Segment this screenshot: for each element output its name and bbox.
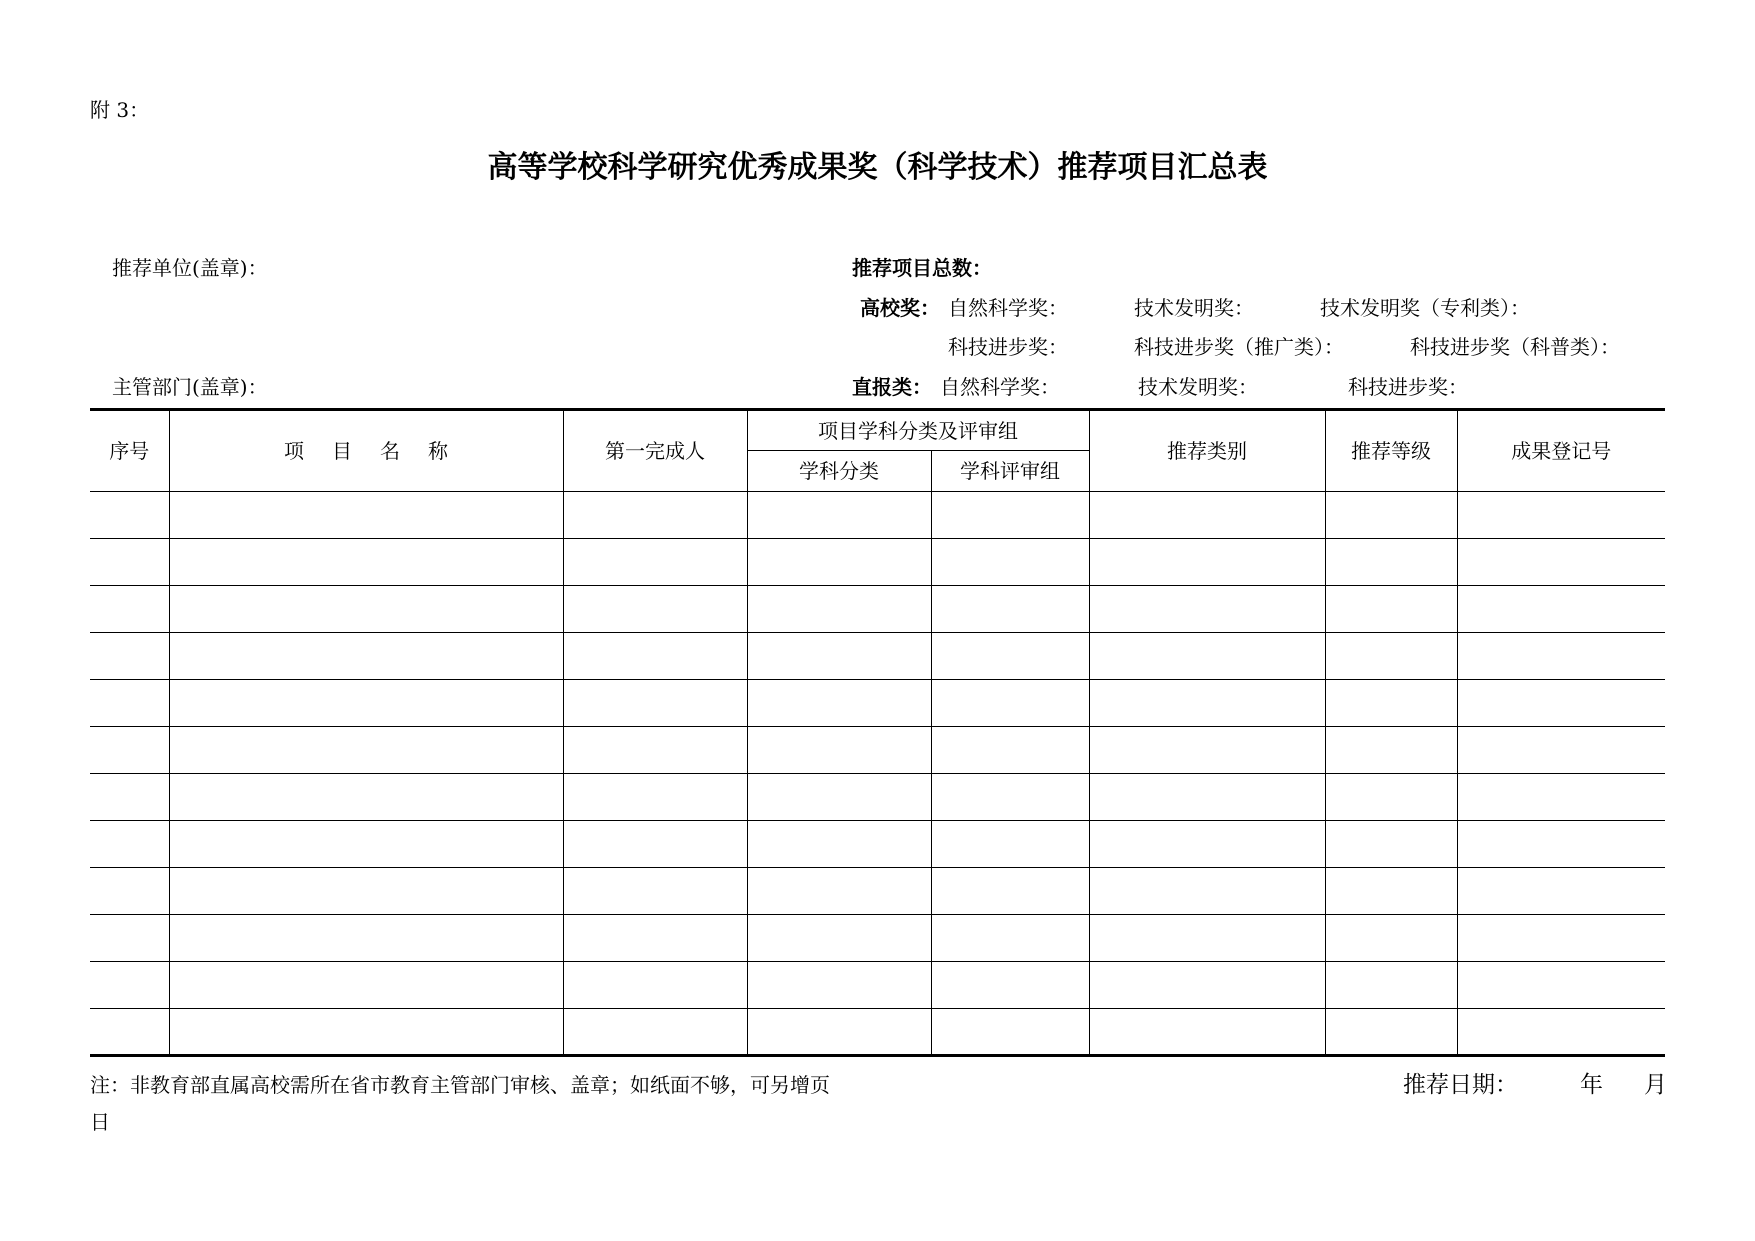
cell-discipline-class[interactable] bbox=[747, 727, 931, 774]
table-row bbox=[90, 680, 1665, 727]
cell-grade[interactable] bbox=[1325, 821, 1457, 868]
cell-project-name[interactable] bbox=[169, 821, 563, 868]
sci-progress-label: 科技进步奖： bbox=[948, 335, 1068, 359]
cell-seq[interactable] bbox=[90, 821, 169, 868]
cell-review-group[interactable] bbox=[931, 915, 1089, 962]
cell-discipline-class[interactable] bbox=[747, 821, 931, 868]
cell-grade[interactable] bbox=[1325, 868, 1457, 915]
cell-project-name[interactable] bbox=[169, 915, 563, 962]
direct-natural-science-label: 自然科学奖： bbox=[940, 375, 1060, 399]
cell-reg-no[interactable] bbox=[1457, 539, 1665, 586]
cell-discipline-class[interactable] bbox=[747, 586, 931, 633]
page-title: 高等学校科学研究优秀成果奖（科学技术）推荐项目汇总表 bbox=[487, 150, 1268, 185]
cell-reg-no[interactable] bbox=[1457, 586, 1665, 633]
cell-seq[interactable] bbox=[90, 1009, 169, 1056]
header-first-completer: 第一完成人 bbox=[563, 410, 747, 492]
cell-reg-no[interactable] bbox=[1457, 915, 1665, 962]
cell-first-completer[interactable] bbox=[563, 539, 747, 586]
cell-seq[interactable] bbox=[90, 915, 169, 962]
table-row bbox=[90, 1009, 1665, 1056]
cell-reg-no[interactable] bbox=[1457, 633, 1665, 680]
cell-category[interactable] bbox=[1089, 539, 1325, 586]
cell-seq[interactable] bbox=[90, 868, 169, 915]
cell-project-name[interactable] bbox=[169, 1009, 563, 1056]
cell-review-group[interactable] bbox=[931, 868, 1089, 915]
table-row bbox=[90, 727, 1665, 774]
cell-project-name[interactable] bbox=[169, 680, 563, 727]
cell-reg-no[interactable] bbox=[1457, 868, 1665, 915]
cell-category[interactable] bbox=[1089, 915, 1325, 962]
recommend-date-label: 推荐日期： bbox=[1403, 1072, 1518, 1098]
cell-reg-no[interactable] bbox=[1457, 492, 1665, 539]
header-project-name bbox=[169, 410, 563, 492]
cell-discipline-class[interactable] bbox=[747, 868, 931, 915]
table-row bbox=[90, 774, 1665, 821]
cell-seq[interactable] bbox=[90, 586, 169, 633]
cell-reg-no[interactable] bbox=[1457, 962, 1665, 1009]
cell-discipline-class[interactable] bbox=[747, 539, 931, 586]
table-row bbox=[90, 821, 1665, 868]
table-row bbox=[90, 492, 1665, 539]
date-month-label: 月 bbox=[1644, 1072, 1667, 1098]
cell-reg-no[interactable] bbox=[1457, 727, 1665, 774]
cell-category[interactable] bbox=[1089, 1009, 1325, 1056]
cell-review-group[interactable] bbox=[931, 821, 1089, 868]
cell-first-completer[interactable] bbox=[563, 586, 747, 633]
recommending-unit-label: 推荐单位(盖章)： bbox=[112, 256, 268, 280]
cell-first-completer[interactable] bbox=[563, 868, 747, 915]
cell-grade[interactable] bbox=[1325, 586, 1457, 633]
cell-review-group[interactable] bbox=[931, 633, 1089, 680]
cell-reg-no[interactable] bbox=[1457, 821, 1665, 868]
cell-category[interactable] bbox=[1089, 774, 1325, 821]
header-project-name-text: 项目名称 bbox=[284, 439, 476, 463]
cell-category[interactable] bbox=[1089, 492, 1325, 539]
header-discipline-class: 学科分类 bbox=[747, 451, 931, 492]
cell-grade[interactable] bbox=[1325, 1009, 1457, 1056]
table-row bbox=[90, 633, 1665, 680]
cell-first-completer[interactable] bbox=[563, 915, 747, 962]
cell-seq[interactable] bbox=[90, 633, 169, 680]
sci-progress-promotion-label: 科技进步奖（推广类）： bbox=[1134, 335, 1344, 359]
cell-review-group[interactable] bbox=[931, 727, 1089, 774]
cell-category[interactable] bbox=[1089, 962, 1325, 1009]
cell-first-completer[interactable] bbox=[563, 492, 747, 539]
tech-invention-label: 技术发明奖： bbox=[1134, 296, 1254, 320]
cell-grade[interactable] bbox=[1325, 539, 1457, 586]
table-row bbox=[90, 962, 1665, 1009]
cell-reg-no[interactable] bbox=[1457, 680, 1665, 727]
direct-sci-progress-label: 科技进步奖： bbox=[1348, 375, 1468, 399]
cell-grade[interactable] bbox=[1325, 962, 1457, 1009]
natural-science-label: 自然科学奖： bbox=[948, 296, 1068, 320]
cell-discipline-class[interactable] bbox=[747, 633, 931, 680]
cell-project-name[interactable] bbox=[169, 586, 563, 633]
header-seq: 序号 bbox=[90, 410, 169, 492]
cell-review-group[interactable] bbox=[931, 1009, 1089, 1056]
cell-category[interactable] bbox=[1089, 680, 1325, 727]
footer-note: 注：非教育部直属高校需所在省市教育主管部门审核、盖章；如纸面不够，可另增页 bbox=[90, 1073, 830, 1097]
date-day-label: 日 bbox=[90, 1110, 110, 1134]
cell-category[interactable] bbox=[1089, 868, 1325, 915]
cell-first-completer[interactable] bbox=[563, 680, 747, 727]
header-review-group: 学科评审组 bbox=[931, 451, 1089, 492]
cell-project-name[interactable] bbox=[169, 727, 563, 774]
cell-discipline-class[interactable] bbox=[747, 492, 931, 539]
table-row bbox=[90, 915, 1665, 962]
cell-category[interactable] bbox=[1089, 633, 1325, 680]
cell-first-completer[interactable] bbox=[563, 633, 747, 680]
cell-category[interactable] bbox=[1089, 586, 1325, 633]
cell-reg-no[interactable] bbox=[1457, 1009, 1665, 1056]
cell-first-completer[interactable] bbox=[563, 774, 747, 821]
cell-grade[interactable] bbox=[1325, 633, 1457, 680]
cell-review-group[interactable] bbox=[931, 680, 1089, 727]
header-grade: 推荐等级 bbox=[1325, 410, 1457, 492]
cell-discipline-class[interactable] bbox=[747, 680, 931, 727]
cell-discipline-class[interactable] bbox=[747, 962, 931, 1009]
supervising-dept-label: 主管部门(盖章)： bbox=[112, 375, 268, 399]
cell-review-group[interactable] bbox=[931, 539, 1089, 586]
cell-review-group[interactable] bbox=[931, 774, 1089, 821]
cell-first-completer[interactable] bbox=[563, 821, 747, 868]
table-body bbox=[90, 492, 1665, 1056]
cell-review-group[interactable] bbox=[931, 492, 1089, 539]
cell-reg-no[interactable] bbox=[1457, 774, 1665, 821]
header-discipline-group: 项目学科分类及评审组 bbox=[747, 410, 1089, 451]
cell-seq[interactable] bbox=[90, 774, 169, 821]
cell-grade[interactable] bbox=[1325, 680, 1457, 727]
table-row bbox=[90, 868, 1665, 915]
cell-seq[interactable] bbox=[90, 539, 169, 586]
cell-first-completer[interactable] bbox=[563, 962, 747, 1009]
table-row bbox=[90, 586, 1665, 633]
sci-progress-popular-label: 科技进步奖（科普类）： bbox=[1410, 335, 1620, 359]
table-row bbox=[90, 539, 1665, 586]
total-count-label: 推荐项目总数： bbox=[852, 256, 992, 280]
direct-tech-invention-label: 技术发明奖： bbox=[1138, 375, 1258, 399]
cell-discipline-class[interactable] bbox=[747, 774, 931, 821]
cell-project-name[interactable] bbox=[169, 774, 563, 821]
cell-category[interactable] bbox=[1089, 727, 1325, 774]
summary-table bbox=[90, 408, 1665, 1057]
cell-grade[interactable] bbox=[1325, 774, 1457, 821]
cell-category[interactable] bbox=[1089, 821, 1325, 868]
cell-seq[interactable] bbox=[90, 680, 169, 727]
cell-project-name[interactable] bbox=[169, 539, 563, 586]
cell-seq[interactable] bbox=[90, 492, 169, 539]
cell-discipline-class[interactable] bbox=[747, 915, 931, 962]
cell-grade[interactable] bbox=[1325, 915, 1457, 962]
cell-project-name[interactable] bbox=[169, 633, 563, 680]
cell-first-completer[interactable] bbox=[563, 1009, 747, 1056]
tech-invention-patent-label: 技术发明奖（专利类）： bbox=[1320, 296, 1530, 320]
cell-project-name[interactable] bbox=[169, 962, 563, 1009]
cell-seq[interactable] bbox=[90, 962, 169, 1009]
attachment-label: 附 3： bbox=[90, 98, 150, 122]
date-year-label: 年 bbox=[1580, 1072, 1603, 1098]
cell-project-name[interactable] bbox=[169, 868, 563, 915]
table-header bbox=[90, 410, 1665, 492]
cell-grade[interactable] bbox=[1325, 727, 1457, 774]
direct-report-label: 直报类： bbox=[852, 375, 932, 399]
cell-discipline-class[interactable] bbox=[747, 1009, 931, 1056]
header-reg-no: 成果登记号 bbox=[1457, 410, 1665, 492]
cell-review-group[interactable] bbox=[931, 962, 1089, 1009]
cell-first-completer[interactable] bbox=[563, 727, 747, 774]
university-award-label: 高校奖： bbox=[860, 296, 940, 320]
cell-project-name[interactable] bbox=[169, 492, 563, 539]
cell-grade[interactable] bbox=[1325, 492, 1457, 539]
header-category: 推荐类别 bbox=[1089, 410, 1325, 492]
cell-review-group[interactable] bbox=[931, 586, 1089, 633]
cell-seq[interactable] bbox=[90, 727, 169, 774]
